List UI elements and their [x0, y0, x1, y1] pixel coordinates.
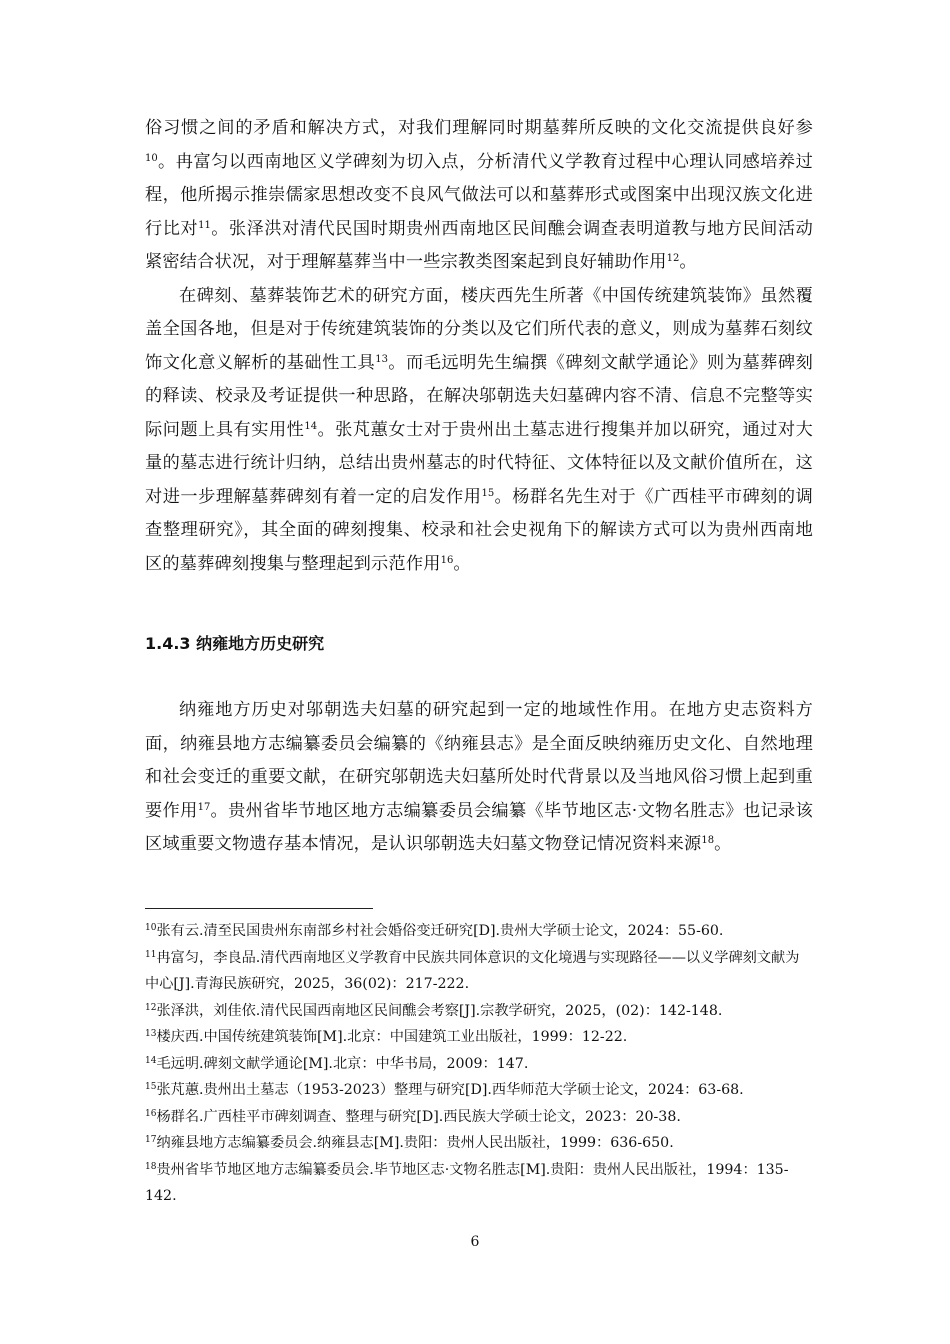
- text-run: 。贵州省毕节地区地方志编纂委员会编纂《毕节地区志·文物名胜志》也记录该区域重要文物遗存基本情况，是认识邬朝选夫妇墓文物登记情况资料来源: [145, 800, 813, 854]
- footnote: [145, 998, 813, 1025]
- footnote-text: 张芃蕙.贵州出土墓志（1953-2023）整理与研究[D].西华师范大学硕士论文，2024：63-68.: [156, 1082, 744, 1098]
- footnote-text: 楼庆西.中国传统建筑装饰[M].北京：中国建筑工业出版社，1999：12-22.: [156, 1029, 628, 1045]
- footnote-ref: 18: [701, 835, 715, 846]
- footnote-number: 10: [145, 923, 157, 933]
- paragraph-continued: [145, 112, 813, 280]
- footnote: [145, 945, 813, 998]
- footnote-number: 18: [145, 1161, 157, 1172]
- footnote-ref: 11: [198, 219, 211, 231]
- text-run: 。冉富匀以西南地区义学碑刻为切入点，分析清代义学教育过程中心理认同感培养过程，他所揭示推崇儒家思想改变不良风气做法可以和墓葬形式或图案中出现汉族文化进行比对: [145, 151, 813, 239]
- footnote-number: 15: [145, 1082, 157, 1092]
- footnote-number: 17: [145, 1135, 157, 1145]
- footnote: [145, 1077, 813, 1104]
- text-run: 。张泽洪对清代民国时期贵州西南地区民间醮会调查表明道教与地方民间活动紧密结合状况，对于理解墓葬当中一些宗教类图案起到良好辅助作用: [145, 218, 813, 272]
- footnote-ref: 10: [145, 152, 158, 164]
- footnote-number: 11: [145, 949, 157, 960]
- paragraph-carving-decoration: [145, 280, 813, 582]
- text-run: 。而毛远明先生编撰《碑刻文献学通论》则为墓葬碑刻的释读、校录及考证提供一种思路，在解决邬朝选夫妇墓碑内容不清、信息不完整等实际问题上具有实用性: [145, 352, 813, 440]
- footnotes: [145, 918, 813, 1210]
- section-heading: 1.4.3 纳雍地方历史研究: [145, 634, 325, 653]
- footnote-ref: 15: [481, 487, 495, 499]
- footnote-text: 毛远明.碑刻文献学通论[M].北京：中华书局，2009：147.: [156, 1055, 529, 1072]
- text-run: 。: [453, 553, 471, 574]
- footnote-text: 杨群名.广西桂平市碑刻调查、整理与研究[D].西民族大学硕士论文，2023：20-38.: [156, 1108, 681, 1125]
- paragraph-nayong-history: [145, 694, 813, 862]
- footnote: [145, 918, 813, 945]
- footnote-number: 14: [145, 1055, 157, 1066]
- body-text-section-1: [145, 112, 813, 581]
- text-run: 在碑刻、墓葬装饰艺术的研究方面，楼庆西先生所著《中国传统建筑装饰》虽然覆盖全国各地，但是对于传统建筑装饰的分类以及它们所代表的意义，则成为墓葬石刻纹饰文化意义解析的基础性工具: [145, 285, 813, 373]
- footnote-number: 16: [145, 1108, 157, 1119]
- text-run: 。: [679, 252, 697, 272]
- footnote: [145, 1157, 813, 1210]
- footnote: [145, 1051, 813, 1078]
- text-run: 。杨群名先生对于《广西桂平市碑刻的调查整理研究》，其全面的碑刻搜集、校录和社会史视角下的解读方式可以为贵州西南地区的墓葬碑刻搜集与整理起到示范作用: [145, 486, 813, 574]
- footnote-ref: 14: [304, 420, 318, 432]
- footnote-ref: 17: [197, 801, 211, 813]
- footnote: [145, 1130, 813, 1157]
- footnote-text: 冉富匀，李良品.清代西南地区义学教育中民族共同体意识的文化境遇与实现路径——以义学碑刻文献为中心[J].青海民族研究，2025，36(02)：217-222.: [145, 949, 800, 992]
- footnote-ref: 12: [666, 253, 680, 264]
- footnote-number: 12: [145, 1002, 157, 1013]
- body-text-section-2: [145, 694, 813, 862]
- footnote-number: 13: [145, 1029, 157, 1039]
- footnote-text: 贵州省毕节地区地方志编纂委员会.毕节地区志·文物名胜志[M].贵阳：贵州人民出版社，1994：135-142.: [145, 1161, 789, 1204]
- footnote: [145, 1104, 813, 1131]
- text-run: 俗习惯之间的矛盾和解决方式，对我们理解同时期墓葬所反映的文化交流提供良好参: [145, 118, 813, 138]
- footnote-text: 张有云.清至民国贵州东南部乡村社会婚俗变迁研究[D].贵州大学硕士论文，2024：55-60.: [156, 923, 724, 939]
- footnote-separator: [145, 908, 373, 909]
- footnote-ref: 13: [375, 353, 388, 365]
- footnote: [145, 1024, 813, 1051]
- text-run: 。: [714, 834, 732, 854]
- footnote-ref: 16: [440, 554, 454, 566]
- footnote-text: 纳雍县地方志编纂委员会.纳雍县志[M].贵阳：贵州人民出版社，1999：636-650.: [156, 1135, 674, 1151]
- footnote-text: 张泽洪，刘佳依.清代民国西南地区民间醮会考察[J].宗教学研究，2025，(02)：142-148.: [156, 1002, 723, 1019]
- text-run: 。张芃蕙女士对于贵州出土墓志进行搜集并加以研究，通过对大量的墓志进行统计归纳，总结出贵州墓志的时代特征、文体特征以及文献价值所在，这对进一步理解墓葬碑刻有着一定的启发作用: [145, 419, 813, 507]
- page-number: 6: [470, 1234, 480, 1250]
- text-run: 纳雍地方历史对邬朝选夫妇墓的研究起到一定的地域性作用。在地方史志资料方面，纳雍县地方志编纂委员会编纂的《纳雍县志》是全面反映纳雍历史文化、自然地理和社会变迁的重要文献，在研究邬朝选夫妇墓所处时代背景以及当地风俗习惯上起到重要作用: [145, 700, 813, 821]
